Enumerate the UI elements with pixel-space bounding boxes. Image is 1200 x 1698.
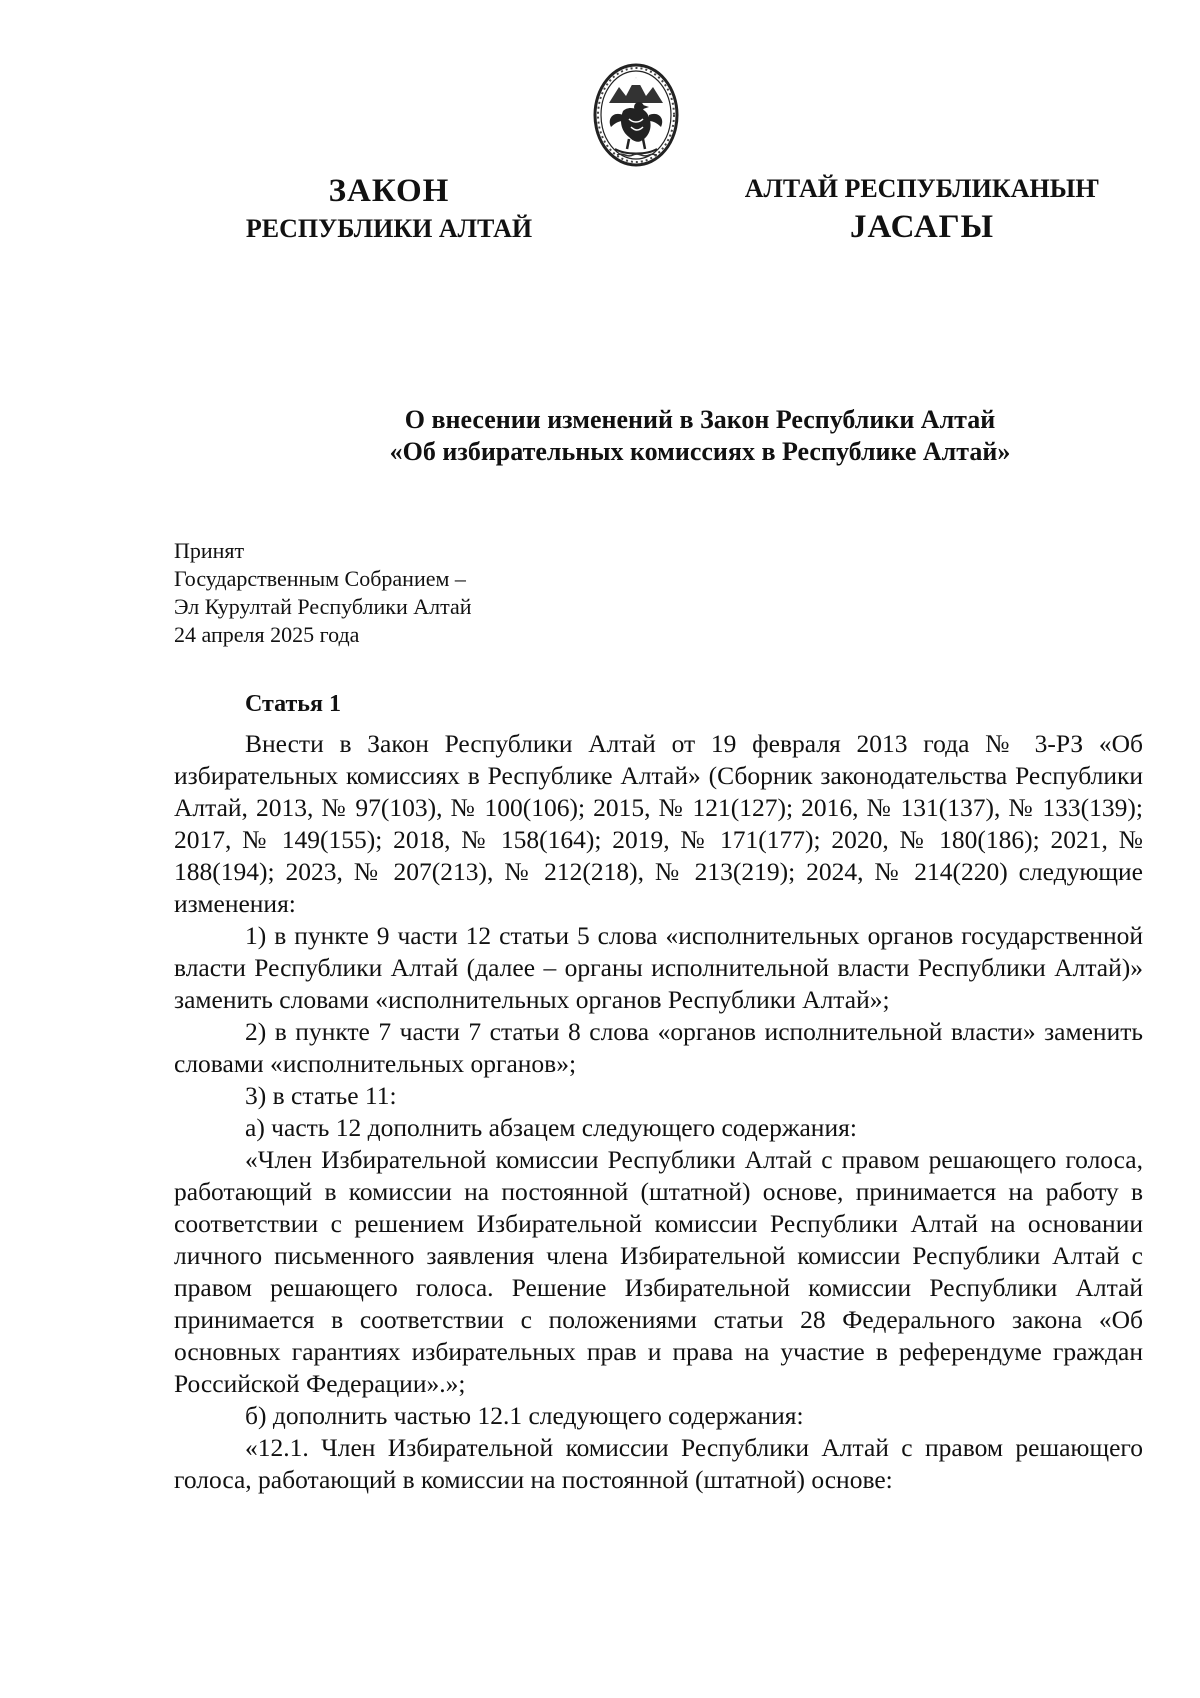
article-paragraph: Внести в Закон Республики Алтай от 19 февраля 2013 года № 3-РЗ «Об избирательных комиссиях в Республике Алтай» (Сборник законодательства Республики Алтай, 2013, № 97(103), № 100(106); 2015, № 121(127); 2016, № 131(137), № 133(139); 2017, № 149(155); 2018, № 158(164); 2019, № 171(177); 2020, № 180(186); 2021, № 188(194); 2023, № 207(213), № 212(218), № 213(219); 2024, № 214(220) следующие изменения:: [174, 729, 1143, 918]
adoption-line1: Принят: [174, 538, 245, 563]
article-paragraph: б) дополнить частью 12.1 следующего содержания:: [245, 1401, 804, 1430]
article-heading: Статья 1: [245, 691, 341, 717]
header-right-title: [722, 170, 1122, 246]
adoption-block: [174, 537, 472, 649]
article-paragraph: 2) в пункте 7 части 7 статьи 8 слова «органов исполнительной власти» заменить словами «исполнительных органов»;: [174, 1017, 1143, 1078]
coat-of-arms-emblem: [593, 63, 679, 168]
adoption-date: 24 апреля 2025 года: [174, 622, 360, 647]
article-body: [174, 728, 1143, 1496]
law-title-line1: О внесении изменений в Закон Республики Алтай: [404, 405, 996, 434]
law-title: [300, 404, 1100, 468]
header-right-line1: АЛТАЙ РЕСПУБЛИКАНЫҤ: [744, 174, 1100, 203]
adoption-line3: Эл Курултай Республики Алтай: [174, 594, 472, 619]
article-paragraph: а) часть 12 дополнить абзацем следующего содержания:: [245, 1113, 857, 1142]
article-paragraph: «Член Избирательной комиссии Республики Алтай с правом решающего голоса, работающий в комиссии на постоянной (штатной) основе, принимается на работу в соответствии с решением Избирательной комиссии Республики Алтай на основании личного письменного заявления члена Избирательной комиссии Республики Алтай с правом решающего голоса. Решение Избирательной комиссии Республики Алтай принимается в соответствии с положениями статьи 28 Федерального закона «Об основных гарантиях избирательных прав и права на участие в референдуме граждан Российской Федерации».»;: [174, 1145, 1143, 1398]
article-paragraph: 3) в статье 11:: [245, 1081, 397, 1110]
law-title-line2: «Об избирательных комиссиях в Республике Алтай»: [389, 437, 1011, 466]
header-right-line2: ЈАСАГЫ: [849, 209, 995, 245]
header-left-title: [222, 172, 556, 248]
header-left-line2: РЕСПУБЛИКИ АЛТАЙ: [245, 214, 533, 243]
article-paragraph: «12.1. Член Избирательной комиссии Республики Алтай с правом решающего голоса, работающий в комиссии на постоянной (штатной) основе:: [174, 1433, 1143, 1494]
adoption-line2: Государственным Собранием –: [174, 566, 466, 591]
header-left-line1: ЗАКОН: [328, 173, 450, 209]
article-paragraph: 1) в пункте 9 части 12 статьи 5 слова «исполнительных органов государственной власти Республики Алтай (далее – органы исполнительной власти Республики Алтай)» заменить словами «исполнительных органов Республики Алтай»;: [174, 921, 1143, 1014]
